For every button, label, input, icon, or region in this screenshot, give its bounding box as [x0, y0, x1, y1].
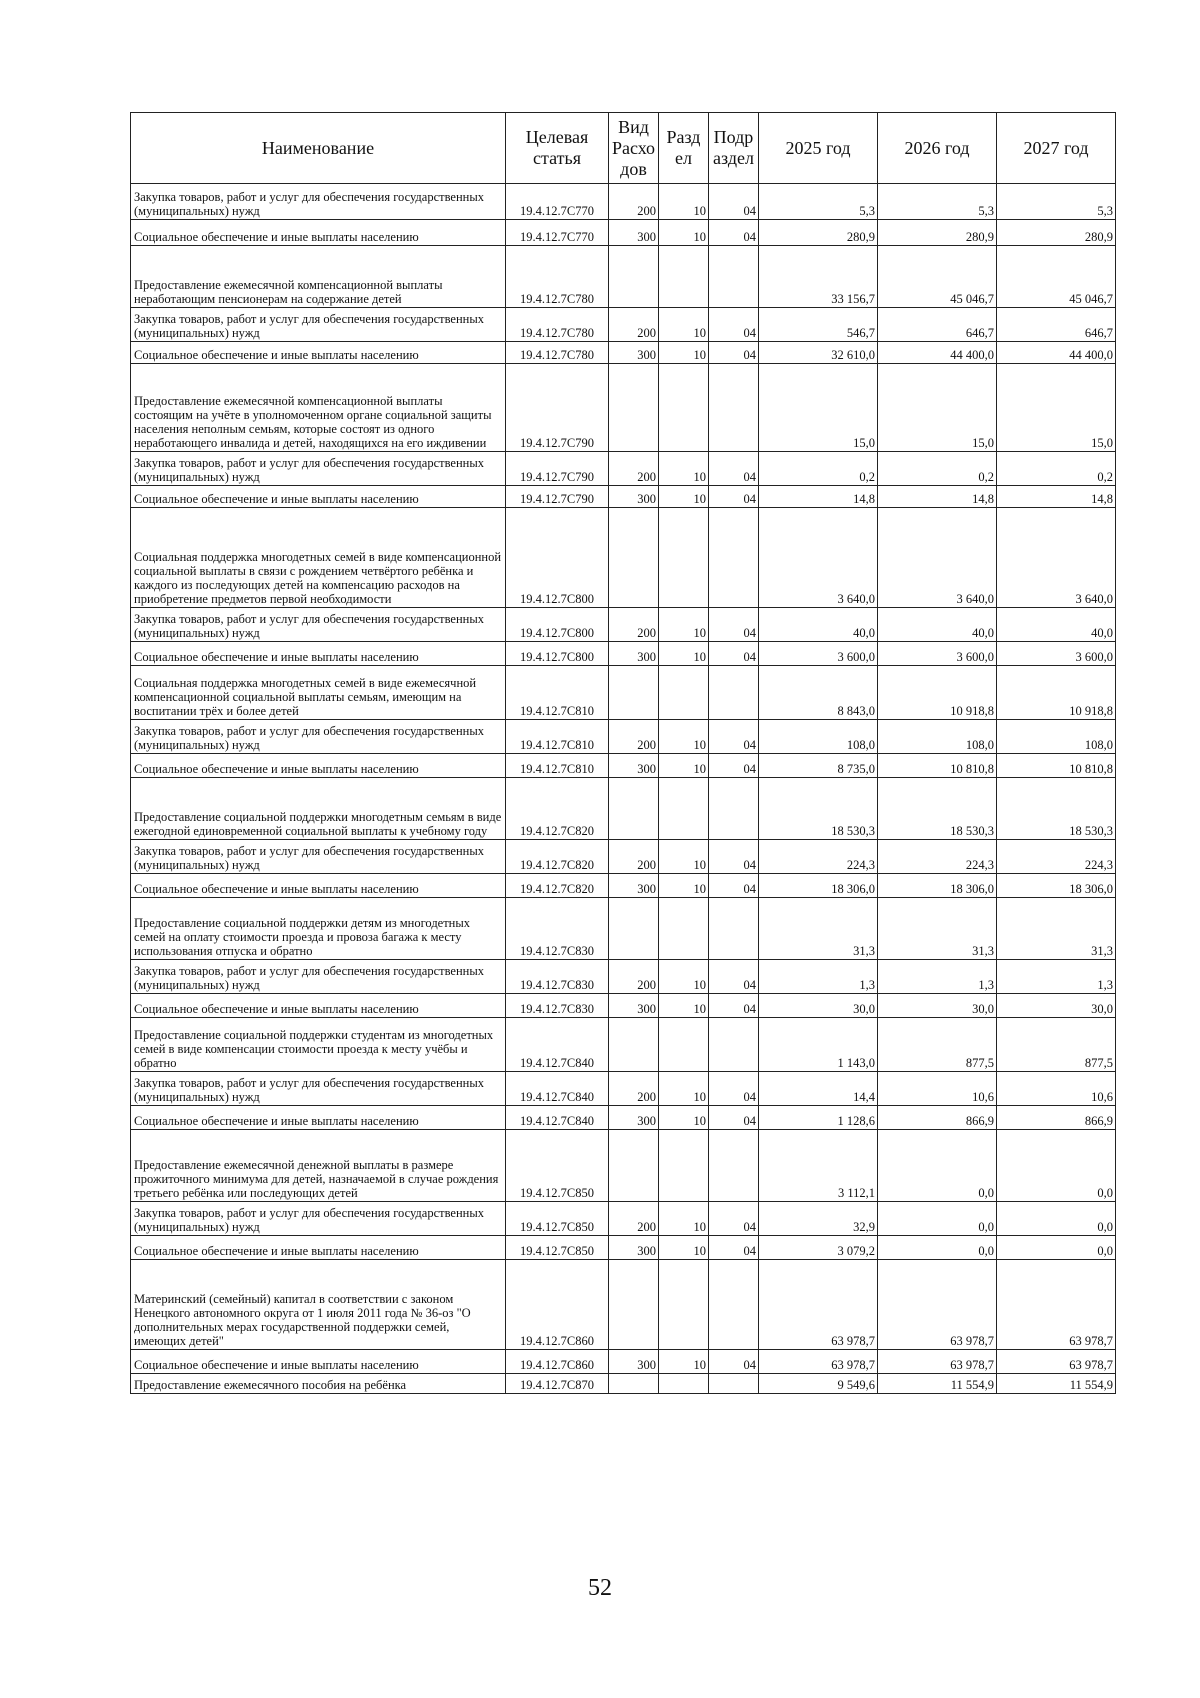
row-expense-type: 300 [609, 994, 659, 1018]
row-value-2026: 0,0 [878, 1202, 997, 1236]
row-value-2027: 10,6 [997, 1072, 1116, 1106]
row-value-2026: 11 554,9 [878, 1374, 997, 1394]
row-section: 10 [659, 840, 709, 874]
row-expense-type: 200 [609, 308, 659, 342]
row-expense-type: 300 [609, 342, 659, 364]
row-subsection: 04 [709, 608, 759, 642]
table-row [131, 508, 1116, 608]
header-expense-type: Вид Расхо дов [609, 113, 659, 184]
table-row [131, 720, 1116, 754]
row-target-article: 19.4.12.7С840 [506, 1018, 609, 1072]
row-section: 10 [659, 1236, 709, 1260]
row-subsection: 04 [709, 184, 759, 220]
row-name: Предоставление социальной поддержки студентам из многодетных семей в виде компенсации стоимости проезда к месту учёбы и обратно [131, 1018, 506, 1072]
row-section: 10 [659, 184, 709, 220]
row-section: 10 [659, 720, 709, 754]
row-name: Социальное обеспечение и иные выплаты населению [131, 642, 506, 666]
row-value-2026: 40,0 [878, 608, 997, 642]
row-value-2027: 31,3 [997, 898, 1116, 960]
row-value-2025: 0,2 [759, 452, 878, 486]
table-row [131, 1072, 1116, 1106]
row-value-2026: 10 918,8 [878, 666, 997, 720]
table-body [131, 184, 1116, 1394]
header-year-2025: 2025 год [759, 113, 878, 184]
row-subsection: 04 [709, 220, 759, 246]
row-subsection: 04 [709, 994, 759, 1018]
header-target-article: Целевая статья [506, 113, 609, 184]
row-section: 10 [659, 754, 709, 778]
row-name: Предоставление ежемесячной денежной выплаты в размере прожиточного минимума для детей, назначаемой в случае рождения третьего ребёнка или последующих детей [131, 1130, 506, 1202]
row-expense-type: 200 [609, 840, 659, 874]
row-subsection: 04 [709, 342, 759, 364]
row-value-2025: 1 143,0 [759, 1018, 878, 1072]
row-expense-type: 200 [609, 960, 659, 994]
row-value-2027: 44 400,0 [997, 342, 1116, 364]
row-value-2025: 14,8 [759, 486, 878, 508]
row-expense-type: 200 [609, 1072, 659, 1106]
table-header-row [131, 113, 1116, 184]
row-value-2025: 546,7 [759, 308, 878, 342]
row-expense-type [609, 1260, 659, 1350]
row-expense-type: 300 [609, 220, 659, 246]
row-expense-type: 300 [609, 1236, 659, 1260]
row-name: Социальное обеспечение и иные выплаты населению [131, 1106, 506, 1130]
row-value-2026: 877,5 [878, 1018, 997, 1072]
row-section: 10 [659, 342, 709, 364]
row-section: 10 [659, 308, 709, 342]
row-section [659, 898, 709, 960]
row-value-2027: 14,8 [997, 486, 1116, 508]
row-value-2025: 30,0 [759, 994, 878, 1018]
header-subsection: Подр аздел [709, 113, 759, 184]
row-subsection [709, 246, 759, 308]
row-expense-type [609, 1018, 659, 1072]
row-name: Закупка товаров, работ и услуг для обеспечения государственных (муниципальных) нужд [131, 840, 506, 874]
row-subsection [709, 666, 759, 720]
row-subsection [709, 1374, 759, 1394]
row-value-2026: 15,0 [878, 364, 997, 452]
row-value-2026: 10 810,8 [878, 754, 997, 778]
row-target-article: 19.4.12.7С820 [506, 840, 609, 874]
row-value-2027: 10 810,8 [997, 754, 1116, 778]
row-expense-type: 200 [609, 1202, 659, 1236]
row-value-2027: 63 978,7 [997, 1260, 1116, 1350]
row-subsection: 04 [709, 486, 759, 508]
row-expense-type: 200 [609, 608, 659, 642]
row-value-2025: 5,3 [759, 184, 878, 220]
row-value-2026: 646,7 [878, 308, 997, 342]
row-value-2026: 0,0 [878, 1236, 997, 1260]
row-value-2026: 108,0 [878, 720, 997, 754]
row-target-article: 19.4.12.7С780 [506, 342, 609, 364]
row-value-2025: 33 156,7 [759, 246, 878, 308]
row-value-2027: 646,7 [997, 308, 1116, 342]
row-value-2027: 0,2 [997, 452, 1116, 486]
row-section: 10 [659, 1202, 709, 1236]
row-value-2026: 63 978,7 [878, 1260, 997, 1350]
budget-table [130, 112, 1116, 1394]
row-subsection: 04 [709, 452, 759, 486]
row-target-article: 19.4.12.7С850 [506, 1130, 609, 1202]
table-row [131, 1018, 1116, 1072]
table-row [131, 754, 1116, 778]
row-target-article: 19.4.12.7С830 [506, 994, 609, 1018]
row-name: Закупка товаров, работ и услуг для обеспечения государственных (муниципальных) нужд [131, 720, 506, 754]
table-row [131, 874, 1116, 898]
row-subsection: 04 [709, 642, 759, 666]
row-value-2027: 1,3 [997, 960, 1116, 994]
row-target-article: 19.4.12.7С860 [506, 1260, 609, 1350]
row-subsection: 04 [709, 840, 759, 874]
row-value-2026: 14,8 [878, 486, 997, 508]
row-expense-type: 300 [609, 486, 659, 508]
row-subsection: 04 [709, 960, 759, 994]
row-value-2026: 31,3 [878, 898, 997, 960]
table-row [131, 1374, 1116, 1394]
row-name: Социальное обеспечение и иные выплаты населению [131, 1236, 506, 1260]
table-row [131, 778, 1116, 840]
row-subsection: 04 [709, 754, 759, 778]
header-year-2026: 2026 год [878, 113, 997, 184]
row-value-2027: 3 640,0 [997, 508, 1116, 608]
row-value-2026: 0,2 [878, 452, 997, 486]
row-name: Социальное обеспечение и иные выплаты населению [131, 874, 506, 898]
row-value-2027: 3 600,0 [997, 642, 1116, 666]
row-subsection [709, 364, 759, 452]
table-row [131, 1236, 1116, 1260]
row-subsection [709, 1018, 759, 1072]
table-row [131, 1202, 1116, 1236]
row-subsection: 04 [709, 1236, 759, 1260]
row-value-2025: 3 640,0 [759, 508, 878, 608]
row-name: Предоставление ежемесячной компенсационной выплаты неработающим пенсионерам на содержание детей [131, 246, 506, 308]
row-value-2025: 280,9 [759, 220, 878, 246]
row-value-2025: 224,3 [759, 840, 878, 874]
row-section [659, 778, 709, 840]
row-target-article: 19.4.12.7С840 [506, 1072, 609, 1106]
row-section: 10 [659, 452, 709, 486]
row-value-2025: 1 128,6 [759, 1106, 878, 1130]
row-expense-type [609, 1374, 659, 1394]
table-row [131, 220, 1116, 246]
row-expense-type: 300 [609, 642, 659, 666]
row-expense-type [609, 898, 659, 960]
row-target-article: 19.4.12.7С790 [506, 452, 609, 486]
row-target-article: 19.4.12.7С810 [506, 720, 609, 754]
page-number: 52 [588, 1575, 612, 1601]
row-value-2027: 108,0 [997, 720, 1116, 754]
table-row [131, 246, 1116, 308]
row-subsection: 04 [709, 874, 759, 898]
row-section [659, 246, 709, 308]
row-subsection: 04 [709, 1072, 759, 1106]
row-value-2026: 3 640,0 [878, 508, 997, 608]
table-row [131, 960, 1116, 994]
row-target-article: 19.4.12.7С800 [506, 508, 609, 608]
row-target-article: 19.4.12.7С820 [506, 874, 609, 898]
header-section: Разд ел [659, 113, 709, 184]
row-value-2026: 30,0 [878, 994, 997, 1018]
row-subsection [709, 1130, 759, 1202]
row-expense-type: 300 [609, 874, 659, 898]
table-row [131, 666, 1116, 720]
table-row [131, 486, 1116, 508]
row-value-2027: 0,0 [997, 1130, 1116, 1202]
row-target-article: 19.4.12.7С820 [506, 778, 609, 840]
row-value-2026: 0,0 [878, 1130, 997, 1202]
row-target-article: 19.4.12.7С810 [506, 754, 609, 778]
table-row [131, 308, 1116, 342]
table-row [131, 840, 1116, 874]
row-value-2026: 280,9 [878, 220, 997, 246]
row-value-2025: 108,0 [759, 720, 878, 754]
row-value-2025: 18 306,0 [759, 874, 878, 898]
row-section [659, 1260, 709, 1350]
row-value-2026: 18 530,3 [878, 778, 997, 840]
row-target-article: 19.4.12.7С780 [506, 246, 609, 308]
row-value-2027: 0,0 [997, 1202, 1116, 1236]
row-name: Закупка товаров, работ и услуг для обеспечения государственных (муниципальных) нужд [131, 1072, 506, 1106]
table-row [131, 1260, 1116, 1350]
row-value-2027: 280,9 [997, 220, 1116, 246]
row-target-article: 19.4.12.7С830 [506, 960, 609, 994]
row-subsection [709, 898, 759, 960]
row-section: 10 [659, 642, 709, 666]
row-expense-type [609, 778, 659, 840]
row-value-2026: 18 306,0 [878, 874, 997, 898]
row-target-article: 19.4.12.7С770 [506, 184, 609, 220]
row-value-2025: 32 610,0 [759, 342, 878, 364]
table-row [131, 1106, 1116, 1130]
row-name: Предоставление ежемесячной компенсационной выплаты состоящим на учёте в уполномоченном органе социальной защиты населения неполным семьям, которые состоят из одного неработающего инвалида и детей, находящихся на его иждивении [131, 364, 506, 452]
row-value-2027: 18 306,0 [997, 874, 1116, 898]
table-row [131, 642, 1116, 666]
row-value-2027: 45 046,7 [997, 246, 1116, 308]
row-value-2026: 866,9 [878, 1106, 997, 1130]
row-value-2025: 15,0 [759, 364, 878, 452]
row-subsection [709, 508, 759, 608]
header-name: Наименование [131, 113, 506, 184]
row-value-2027: 15,0 [997, 364, 1116, 452]
row-target-article: 19.4.12.7С870 [506, 1374, 609, 1394]
row-value-2027: 224,3 [997, 840, 1116, 874]
row-target-article: 19.4.12.7С840 [506, 1106, 609, 1130]
row-subsection: 04 [709, 1106, 759, 1130]
row-value-2025: 3 112,1 [759, 1130, 878, 1202]
table-row [131, 342, 1116, 364]
table-row [131, 452, 1116, 486]
row-expense-type: 200 [609, 184, 659, 220]
row-value-2027: 40,0 [997, 608, 1116, 642]
row-target-article: 19.4.12.7С790 [506, 486, 609, 508]
row-value-2025: 8 843,0 [759, 666, 878, 720]
row-target-article: 19.4.12.7С860 [506, 1350, 609, 1374]
row-target-article: 19.4.12.7С770 [506, 220, 609, 246]
row-section: 10 [659, 994, 709, 1018]
row-name: Материнский (семейный) капитал в соответствии с законом Ненецкого автономного округа от 1 июля 2011 года № 36-оз "О дополнительных мерах государственной поддержки семей, имеющих детей" [131, 1260, 506, 1350]
row-name: Закупка товаров, работ и услуг для обеспечения государственных (муниципальных) нужд [131, 608, 506, 642]
row-subsection [709, 778, 759, 840]
row-name: Социальная поддержка многодетных семей в виде ежемесячной компенсационной социальной выплаты семьям, имеющим на воспитании трёх и более детей [131, 666, 506, 720]
row-section: 10 [659, 1350, 709, 1374]
row-section: 10 [659, 1106, 709, 1130]
row-value-2027: 18 530,3 [997, 778, 1116, 840]
row-value-2027: 877,5 [997, 1018, 1116, 1072]
row-expense-type [609, 508, 659, 608]
row-value-2025: 8 735,0 [759, 754, 878, 778]
row-value-2025: 31,3 [759, 898, 878, 960]
row-section: 10 [659, 874, 709, 898]
row-value-2027: 63 978,7 [997, 1350, 1116, 1374]
row-value-2027: 10 918,8 [997, 666, 1116, 720]
row-name: Социальное обеспечение и иные выплаты населению [131, 220, 506, 246]
row-value-2026: 5,3 [878, 184, 997, 220]
row-name: Социальное обеспечение и иные выплаты населению [131, 754, 506, 778]
row-value-2025: 32,9 [759, 1202, 878, 1236]
row-section: 10 [659, 220, 709, 246]
row-name: Закупка товаров, работ и услуг для обеспечения государственных (муниципальных) нужд [131, 960, 506, 994]
row-subsection: 04 [709, 720, 759, 754]
row-section: 10 [659, 960, 709, 994]
table-row [131, 364, 1116, 452]
row-expense-type: 200 [609, 452, 659, 486]
row-value-2026: 224,3 [878, 840, 997, 874]
row-value-2025: 3 600,0 [759, 642, 878, 666]
row-target-article: 19.4.12.7С810 [506, 666, 609, 720]
row-target-article: 19.4.12.7С790 [506, 364, 609, 452]
table-row [131, 608, 1116, 642]
row-name: Закупка товаров, работ и услуг для обеспечения государственных (муниципальных) нужд [131, 184, 506, 220]
row-value-2025: 40,0 [759, 608, 878, 642]
row-name: Социальная поддержка многодетных семей в виде компенсационной социальной выплаты в связи с рождением четвёртого ребёнка и каждого из последующих детей на компенсацию расходов на приобретение предметов первой необходимости [131, 508, 506, 608]
row-value-2026: 45 046,7 [878, 246, 997, 308]
row-value-2027: 0,0 [997, 1236, 1116, 1260]
row-value-2027: 866,9 [997, 1106, 1116, 1130]
row-section: 10 [659, 1072, 709, 1106]
header-year-2027: 2027 год [997, 113, 1116, 184]
row-section [659, 1374, 709, 1394]
row-section [659, 666, 709, 720]
row-section [659, 508, 709, 608]
row-value-2025: 63 978,7 [759, 1350, 878, 1374]
table-row [131, 898, 1116, 960]
row-value-2025: 3 079,2 [759, 1236, 878, 1260]
row-target-article: 19.4.12.7С780 [506, 308, 609, 342]
row-name: Закупка товаров, работ и услуг для обеспечения государственных (муниципальных) нужд [131, 452, 506, 486]
row-subsection: 04 [709, 1202, 759, 1236]
row-expense-type [609, 364, 659, 452]
row-expense-type [609, 1130, 659, 1202]
row-value-2025: 1,3 [759, 960, 878, 994]
row-expense-type [609, 246, 659, 308]
row-name: Закупка товаров, работ и услуг для обеспечения государственных (муниципальных) нужд [131, 1202, 506, 1236]
row-section [659, 364, 709, 452]
row-value-2026: 3 600,0 [878, 642, 997, 666]
row-value-2025: 9 549,6 [759, 1374, 878, 1394]
row-value-2027: 5,3 [997, 184, 1116, 220]
row-section: 10 [659, 486, 709, 508]
row-name: Социальное обеспечение и иные выплаты населению [131, 1350, 506, 1374]
row-value-2026: 10,6 [878, 1072, 997, 1106]
table-row [131, 184, 1116, 220]
row-name: Социальное обеспечение и иные выплаты населению [131, 486, 506, 508]
table-row [131, 994, 1116, 1018]
row-subsection [709, 1260, 759, 1350]
row-section [659, 1018, 709, 1072]
row-section: 10 [659, 608, 709, 642]
row-name: Социальное обеспечение и иные выплаты населению [131, 994, 506, 1018]
row-expense-type: 300 [609, 1106, 659, 1130]
row-value-2026: 63 978,7 [878, 1350, 997, 1374]
row-section [659, 1130, 709, 1202]
row-subsection: 04 [709, 308, 759, 342]
table-row [131, 1350, 1116, 1374]
row-name: Социальное обеспечение и иные выплаты населению [131, 342, 506, 364]
row-name: Предоставление социальной поддержки детям из многодетных семей на оплату стоимости проезда и провоза багажа к месту использования отпуска и обратно [131, 898, 506, 960]
row-expense-type: 300 [609, 1350, 659, 1374]
row-target-article: 19.4.12.7С850 [506, 1236, 609, 1260]
row-target-article: 19.4.12.7С800 [506, 608, 609, 642]
row-name: Закупка товаров, работ и услуг для обеспечения государственных (муниципальных) нужд [131, 308, 506, 342]
row-target-article: 19.4.12.7С800 [506, 642, 609, 666]
row-expense-type: 200 [609, 720, 659, 754]
row-target-article: 19.4.12.7С850 [506, 1202, 609, 1236]
row-value-2025: 14,4 [759, 1072, 878, 1106]
row-name: Предоставление социальной поддержки многодетным семьям в виде ежегодной единовременной социальной выплаты к учебному году [131, 778, 506, 840]
row-value-2026: 44 400,0 [878, 342, 997, 364]
row-value-2025: 63 978,7 [759, 1260, 878, 1350]
row-target-article: 19.4.12.7С830 [506, 898, 609, 960]
row-value-2025: 18 530,3 [759, 778, 878, 840]
row-value-2027: 11 554,9 [997, 1374, 1116, 1394]
row-expense-type [609, 666, 659, 720]
budget-document [130, 112, 1115, 1394]
row-value-2027: 30,0 [997, 994, 1116, 1018]
table-row [131, 1130, 1116, 1202]
row-name: Предоставление ежемесячного пособия на ребёнка [131, 1374, 506, 1394]
row-value-2026: 1,3 [878, 960, 997, 994]
row-expense-type: 300 [609, 754, 659, 778]
row-subsection: 04 [709, 1350, 759, 1374]
